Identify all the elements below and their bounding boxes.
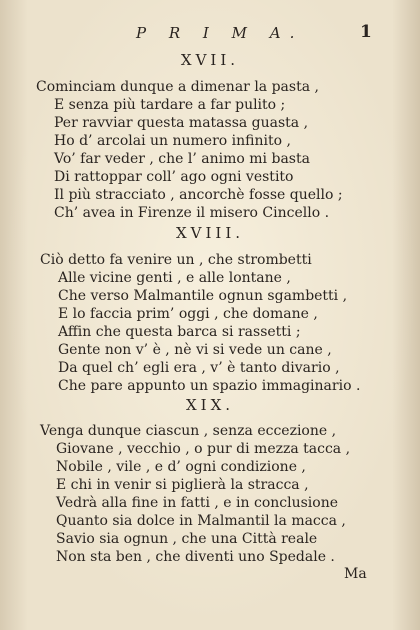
verse-line: Che pare appunto un spazio immaginario . [58,378,361,394]
verse-line: Giovane , vecchio , o pur di mezza tacca , [56,441,351,457]
verse-line: Ciò detto fa venire un , che strombetti [40,252,312,268]
verse-line: Quanto sia dolce in Malmantil la macca , [56,513,346,529]
stanza-number: XIX. [185,396,235,414]
catchword: Ma [344,566,367,582]
verse-line: Ch’ avea in Firenze il misero Cincello . [54,205,330,221]
verse-line: Nobile , vile , e d’ ogni condizione , [56,459,306,475]
verse-line: Affin che questa barca si rassetti ; [58,324,301,340]
verse-line: Gente non v’ è , nè vi si vede un cane , [58,342,332,358]
stanza-number: XVII. [180,51,240,69]
page-number: 1 [360,22,372,42]
verse-line: Vedrà alla fine in fatti , e in conclusione [56,495,338,511]
verse-line: Per ravviar questa matassa guasta , [54,115,309,131]
verse-line: E lo faccia prim’ oggi , che domane , [58,306,318,322]
verse-line: Savio sia ognun , che una Città reale [56,531,318,547]
verse-line: Venga dunque ciascun , senza eccezione , [40,423,337,439]
running-head [0,24,420,46]
verse-line: Cominciam dunque a dimenar la pasta , [36,79,319,95]
verse-line: Vo’ far veder , che l’ animo mi basta [54,151,310,167]
verse-line: Ho d’ arcolai un numero infinito , [54,133,291,149]
verse-line: E chi in venir si piglierà la stracca , [56,477,309,493]
verse-line: Da quel ch’ egli era , v’ è tanto divario , [58,360,340,376]
verse-line: Il più stracciato , ancorchè fosse quello ; [54,187,343,203]
stanza-number: XVIII. [175,224,245,242]
show-through-text [342,110,412,550]
running-head-title: P R I M A. [136,24,304,42]
verse-line: Di rattoppar coll’ ago ogni vestito [54,169,294,185]
verse-line: Non sta ben , che diventi uno Spedale . [56,549,335,565]
verse-line: Che verso Malmantile ognun sgambetti , [58,288,348,304]
verse-line: E senza più tardare a far pulito ; [54,97,286,113]
verse-line: Alle vicine genti , e alle lontane , [58,270,291,286]
